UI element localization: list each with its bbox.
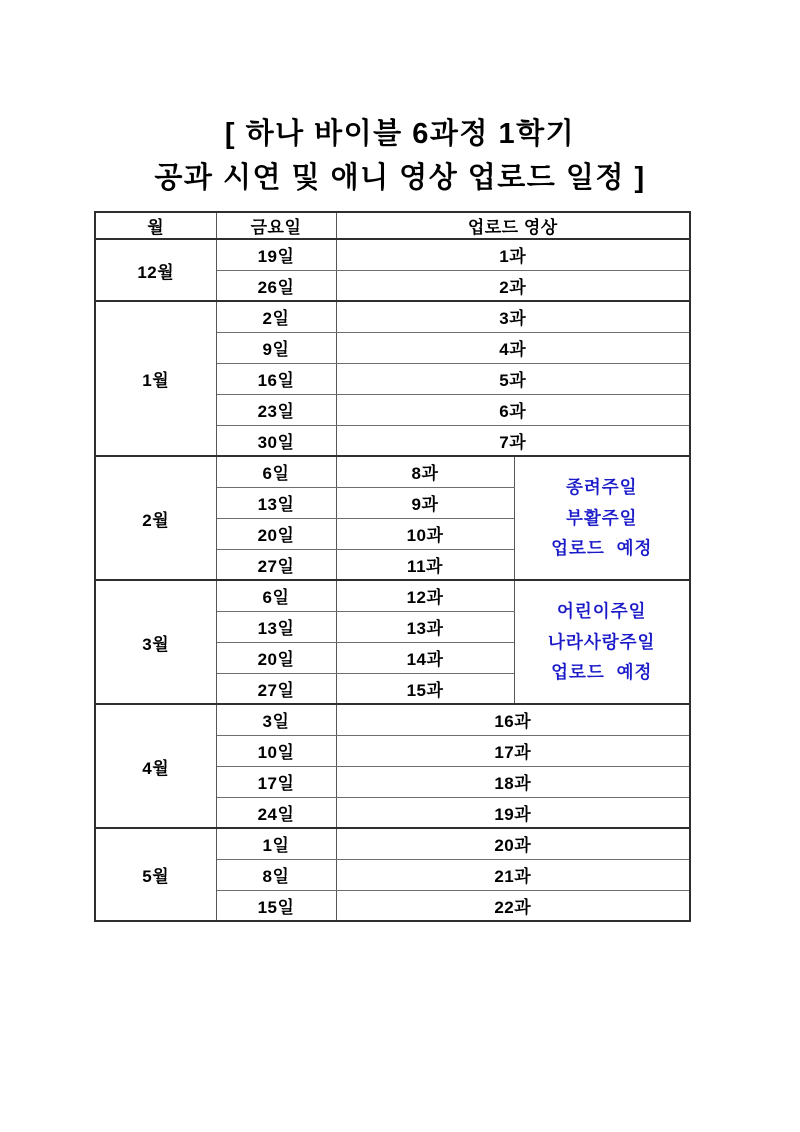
day-cell: 6일	[216, 580, 336, 611]
table-row	[95, 580, 690, 611]
day-cell: 20일	[216, 518, 336, 549]
lesson-cell: 6과	[336, 394, 690, 425]
day-cell: 20일	[216, 642, 336, 673]
lesson-cell: 9과	[336, 487, 514, 518]
lesson-cell: 21과	[336, 859, 690, 890]
day-cell: 13일	[216, 611, 336, 642]
day-cell: 27일	[216, 673, 336, 704]
table-row	[95, 704, 690, 735]
month-cell: 4월	[95, 704, 216, 828]
lesson-cell: 4과	[336, 332, 690, 363]
month-cell: 2월	[95, 456, 216, 580]
day-cell: 6일	[216, 456, 336, 487]
lesson-cell: 5과	[336, 363, 690, 394]
special-sundays-note	[514, 580, 690, 704]
day-cell: 13일	[216, 487, 336, 518]
lesson-cell: 14과	[336, 642, 514, 673]
lesson-cell: 3과	[336, 301, 690, 332]
note-line: 어린이주일	[556, 601, 647, 622]
day-cell: 23일	[216, 394, 336, 425]
month-cell: 1월	[95, 301, 216, 456]
month-cell: 12월	[95, 239, 216, 301]
day-cell: 9일	[216, 332, 336, 363]
upload-schedule-table	[94, 211, 691, 922]
lesson-cell: 17과	[336, 735, 690, 766]
day-cell: 15일	[216, 890, 336, 921]
day-cell: 10일	[216, 735, 336, 766]
day-cell: 30일	[216, 425, 336, 456]
note-line: 업로드 예정	[551, 662, 653, 683]
day-cell: 17일	[216, 766, 336, 797]
header-friday: 금요일	[216, 212, 336, 239]
lesson-cell: 2과	[336, 270, 690, 301]
note-line: 업로드 예정	[551, 538, 653, 559]
lesson-cell: 20과	[336, 828, 690, 859]
table-row	[95, 456, 690, 487]
special-sundays-note	[514, 456, 690, 580]
day-cell: 3일	[216, 704, 336, 735]
lesson-cell: 16과	[336, 704, 690, 735]
document-title	[0, 112, 800, 200]
lesson-cell: 10과	[336, 518, 514, 549]
header-month: 월	[95, 212, 216, 239]
month-cell: 3월	[95, 580, 216, 704]
day-cell: 24일	[216, 797, 336, 828]
lesson-cell: 18과	[336, 766, 690, 797]
day-cell: 19일	[216, 239, 336, 270]
lesson-cell: 15과	[336, 673, 514, 704]
note-line: 나라사랑주일	[548, 631, 656, 652]
title-line-1: [ 하나 바이블 6과정 1학기	[224, 118, 576, 150]
day-cell: 2일	[216, 301, 336, 332]
lesson-cell: 8과	[336, 456, 514, 487]
month-cell: 5월	[95, 828, 216, 921]
lesson-cell: 1과	[336, 239, 690, 270]
note-line: 종려주일	[565, 477, 638, 498]
lesson-cell: 12과	[336, 580, 514, 611]
table-row	[95, 828, 690, 859]
lesson-cell: 22과	[336, 890, 690, 921]
table-row	[95, 239, 690, 270]
lesson-cell: 19과	[336, 797, 690, 828]
lesson-cell: 11과	[336, 549, 514, 580]
day-cell: 1일	[216, 828, 336, 859]
title-line-2: 공과 시연 및 애니 영상 업로드 일정 ]	[154, 162, 646, 194]
day-cell: 27일	[216, 549, 336, 580]
table-header-row	[95, 212, 690, 239]
note-line: 부활주일	[565, 507, 638, 528]
table-row	[95, 301, 690, 332]
day-cell: 8일	[216, 859, 336, 890]
header-upload-video: 업로드 영상	[336, 212, 690, 239]
day-cell: 26일	[216, 270, 336, 301]
lesson-cell: 13과	[336, 611, 514, 642]
lesson-cell: 7과	[336, 425, 690, 456]
day-cell: 16일	[216, 363, 336, 394]
